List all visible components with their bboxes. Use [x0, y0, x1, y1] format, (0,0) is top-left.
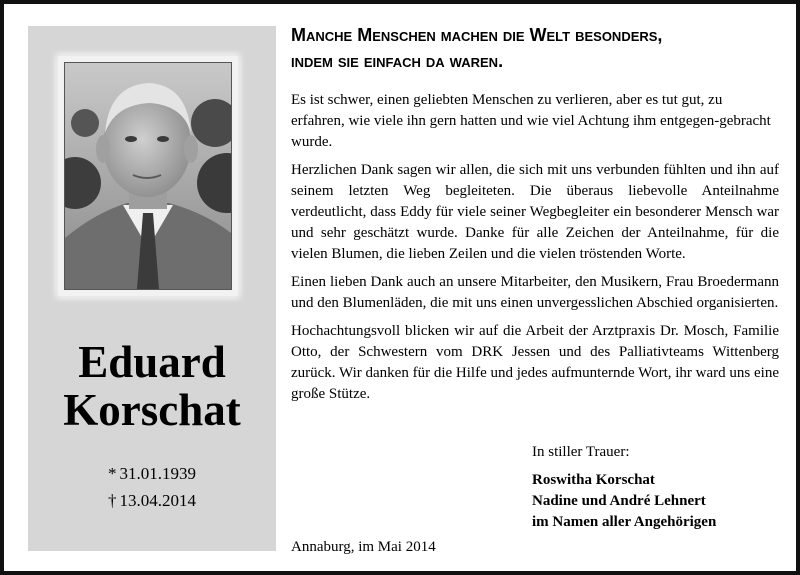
paragraph: Herzlichen Dank sagen wir allen, die sich mit uns verbunden fühlten und ihn auf seinem letzten Weg begleiteten. Die überaus liebevolle Anteilnahme verdeutlicht, dass Eddy für viele seiner Wegbegleiter ein besonderer Mensch war und sehr geschätzt wurde. Danke für alle Zeichen der Anteilnahme, für die vielen Blumen, die lieben Zeilen und die vielen tröstenden Worte.	[291, 162, 779, 262]
birth-date-line	[28, 460, 276, 487]
birth-star-icon: *	[108, 464, 117, 483]
death-date: 13.04.2014	[119, 491, 196, 510]
headline-line-1: Manche Menschen machen die Welt besonders,	[291, 25, 663, 45]
deceased-name	[28, 338, 276, 434]
signature-names	[532, 470, 782, 533]
photo-frame	[58, 56, 238, 296]
thank-you-text	[291, 90, 779, 412]
signature-block	[532, 442, 782, 533]
death-cross-icon: †	[108, 491, 117, 510]
first-name: Eduard	[78, 337, 226, 387]
paragraph: Es ist schwer, einen geliebten Menschen zu verlieren, aber es tut gut, zu erfahren, wie viele ihn gern hatten und wie viel Achtung ihm entgegen-gebracht wurde.	[291, 92, 771, 150]
portrait-illustration	[65, 63, 231, 289]
death-date-line	[28, 487, 276, 514]
memorial-panel	[28, 26, 276, 551]
life-dates	[28, 460, 276, 514]
signatory-name: Nadine und André Lehnert	[532, 493, 706, 509]
headline-line-2: indem sie einfach da waren.	[291, 51, 504, 71]
headline	[291, 22, 781, 74]
signatory-name: im Namen aller Angehörigen	[532, 514, 717, 530]
paragraph: Einen lieben Dank auch an unsere Mitarbeiter, den Musikern, Frau Broedermann und den Blumenläden, die mit uns einen unvergesslichen Abschied organisierten.	[291, 274, 779, 311]
portrait-photo	[64, 62, 232, 290]
last-name: Korschat	[63, 385, 241, 435]
signatory-name: Roswitha Korschat	[532, 472, 655, 488]
place-date: Annaburg, im Mai 2014	[291, 539, 436, 555]
birth-date: 31.01.1939	[119, 464, 196, 483]
signature-intro: In stiller Trauer:	[532, 444, 630, 460]
paragraph: Hochachtungsvoll blicken wir auf die Arbeit der Arztpraxis Dr. Mosch, Familie Otto, der Schwestern vom DRK Jessen und des Palliativteams Wittenberg zurück. Wir danken für die Hilfe und jedes aufmunternde Wort, ihr ward uns eine große Stütze.	[291, 323, 779, 402]
